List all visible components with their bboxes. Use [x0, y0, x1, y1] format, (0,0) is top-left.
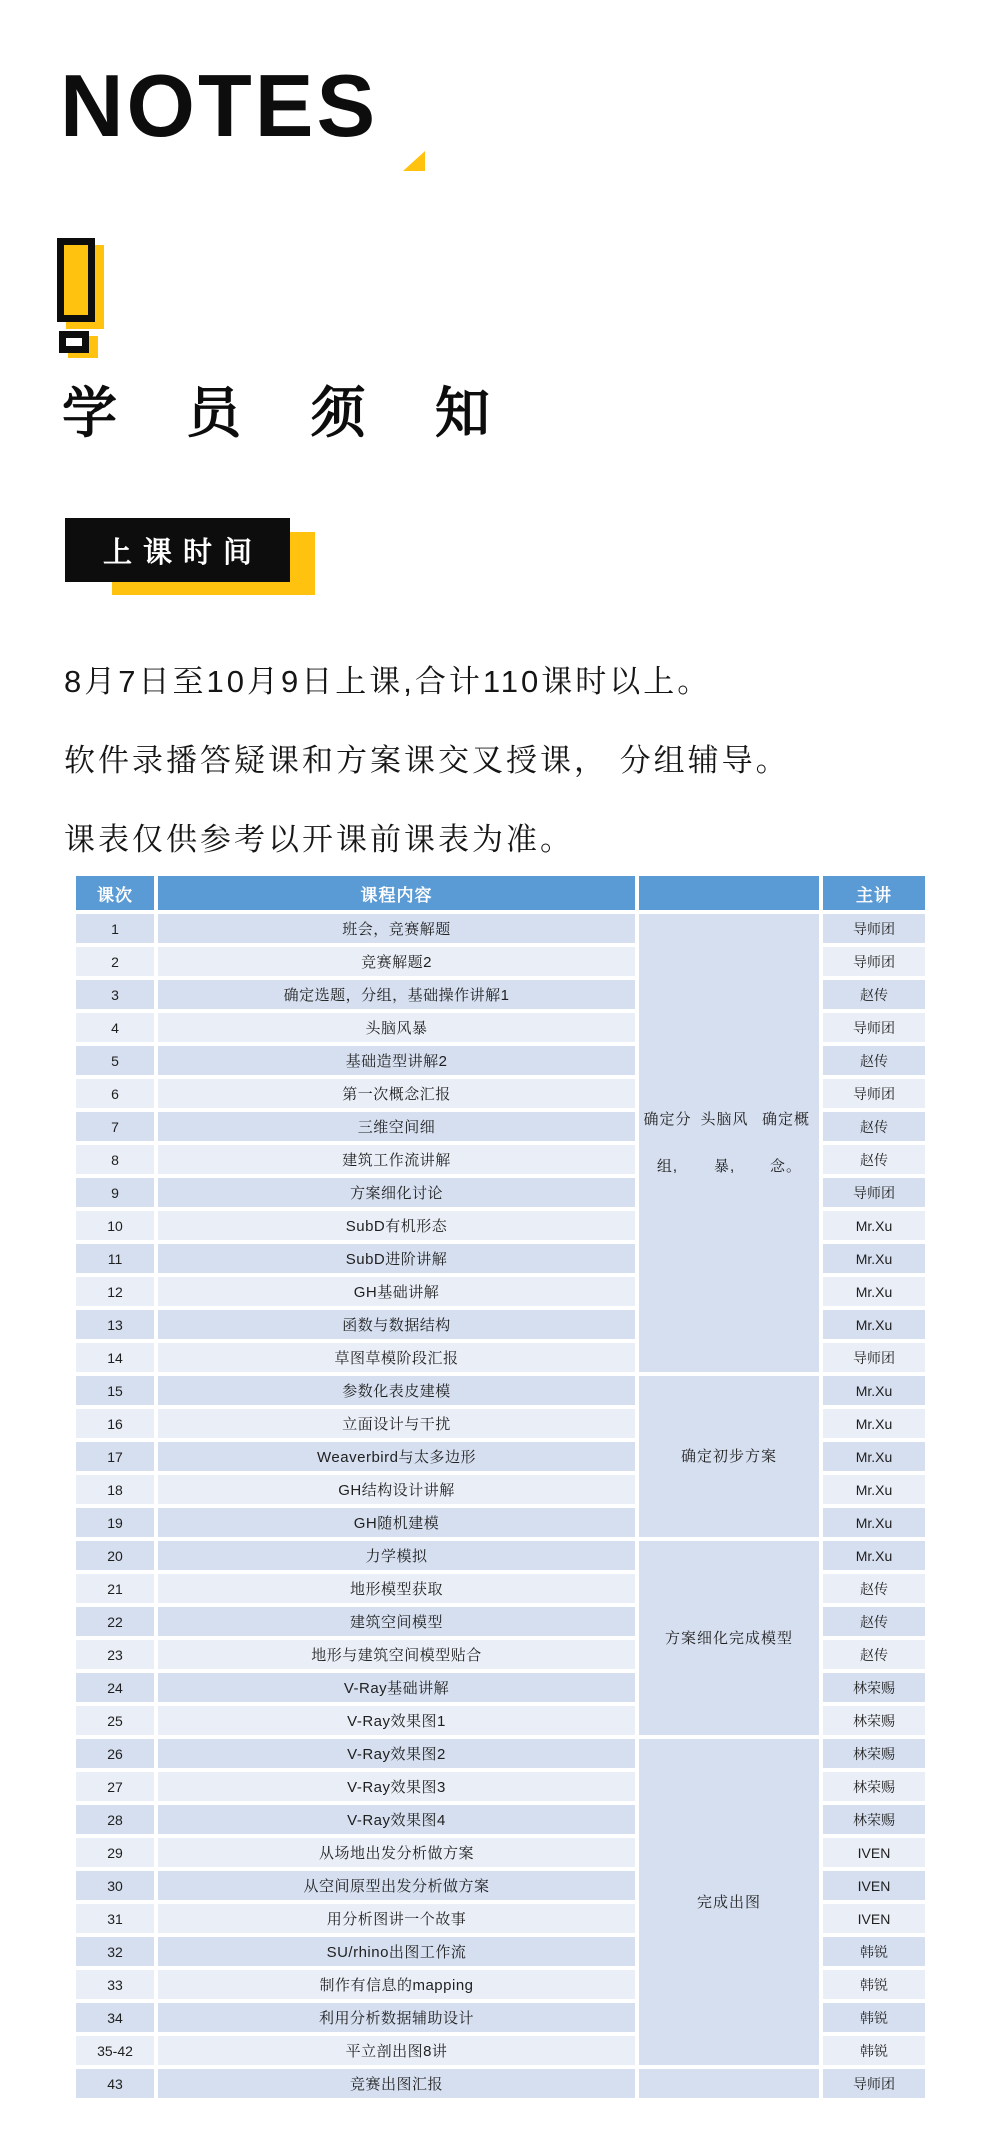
lesson-cell: 8 — [76, 1145, 154, 1174]
phase-cell: 确定分组, 头脑风暴, 确定概念。 — [639, 914, 819, 1372]
lesson-cell: 30 — [76, 1871, 154, 1900]
lecturer-cell: Mr.Xu — [823, 1244, 925, 1273]
content-cell: 确定选题，分组，基础操作讲解1 — [158, 980, 635, 1009]
lecturer-cell: Mr.Xu — [823, 1211, 925, 1240]
content-cell: V-Ray效果图3 — [158, 1772, 635, 1801]
lecturer-cell: 韩锐 — [823, 1937, 925, 1966]
lecturer-cell: 导师团 — [823, 1178, 925, 1207]
content-cell: V-Ray基础讲解 — [158, 1673, 635, 1702]
lecturer-cell: IVEN — [823, 1871, 925, 1900]
content-cell: 力学模拟 — [158, 1541, 635, 1570]
lecturer-cell: 导师团 — [823, 1013, 925, 1042]
content-cell: 草图草模阶段汇报 — [158, 1343, 635, 1372]
phase-cell: 确定初步方案 — [639, 1376, 819, 1537]
content-cell: GH结构设计讲解 — [158, 1475, 635, 1504]
lesson-cell: 32 — [76, 1937, 154, 1966]
lecturer-cell: IVEN — [823, 1904, 925, 1933]
lesson-cell: 20 — [76, 1541, 154, 1570]
intro-line-1: 8月7日至10月9日上课,合计110课时以上。 — [64, 664, 712, 699]
lecturer-cell: 林荣赐 — [823, 1739, 925, 1768]
lecturer-cell: 林荣赐 — [823, 1673, 925, 1702]
lesson-cell: 21 — [76, 1574, 154, 1603]
lecturer-cell: Mr.Xu — [823, 1508, 925, 1537]
lecturer-cell: 赵传 — [823, 1574, 925, 1603]
class-time-badge — [65, 518, 290, 582]
content-cell: 竞赛出图汇报 — [158, 2069, 635, 2098]
lesson-cell: 14 — [76, 1343, 154, 1372]
content-cell: V-Ray效果图1 — [158, 1706, 635, 1735]
lesson-cell: 3 — [76, 980, 154, 1009]
lecturer-cell: 导师团 — [823, 947, 925, 976]
lecturer-cell: 林荣赐 — [823, 1706, 925, 1735]
lesson-cell: 1 — [76, 914, 154, 943]
phase-cell: 完成出图 — [639, 1739, 819, 2065]
lesson-cell: 7 — [76, 1112, 154, 1141]
lesson-cell: 19 — [76, 1508, 154, 1537]
lesson-cell: 31 — [76, 1904, 154, 1933]
content-cell: 方案细化讨论 — [158, 1178, 635, 1207]
header-lecturer: 主讲 — [823, 876, 925, 910]
page-title: NOTES — [60, 56, 379, 155]
content-cell: 建筑空间模型 — [158, 1607, 635, 1636]
lecturer-cell: 导师团 — [823, 2069, 925, 2098]
lesson-cell: 18 — [76, 1475, 154, 1504]
lesson-cell: 22 — [76, 1607, 154, 1636]
intro-line-2: 软件录播答疑课和方案课交叉授课， 分组辅导。 — [64, 743, 790, 778]
lesson-cell: 28 — [76, 1805, 154, 1834]
content-cell: V-Ray效果图4 — [158, 1805, 635, 1834]
content-cell: 用分析图讲一个故事 — [158, 1904, 635, 1933]
content-cell: 三维空间细 — [158, 1112, 635, 1141]
lecturer-cell: Mr.Xu — [823, 1442, 925, 1471]
content-cell: 地形与建筑空间模型贴合 — [158, 1640, 635, 1669]
lecturer-cell: 赵传 — [823, 1640, 925, 1669]
phase-cell: 方案细化 完成模型 — [639, 1541, 819, 1735]
content-cell: 参数化表皮建模 — [158, 1376, 635, 1405]
header-lesson: 课次 — [76, 876, 154, 910]
content-cell: SubD进阶讲解 — [158, 1244, 635, 1273]
intro-paragraphs — [64, 664, 964, 901]
lesson-cell: 2 — [76, 947, 154, 976]
lesson-cell: 12 — [76, 1277, 154, 1306]
content-cell: GH基础讲解 — [158, 1277, 635, 1306]
lecturer-cell: 导师团 — [823, 1343, 925, 1372]
content-cell: 班会，竞赛解题 — [158, 914, 635, 943]
content-cell: 头脑风暴 — [158, 1013, 635, 1042]
lesson-cell: 35-42 — [76, 2036, 154, 2065]
lecturer-cell: 林荣赐 — [823, 1805, 925, 1834]
lecturer-cell: Mr.Xu — [823, 1310, 925, 1339]
content-cell: 竞赛解题2 — [158, 947, 635, 976]
lecturer-cell: 赵传 — [823, 1145, 925, 1174]
lesson-cell: 9 — [76, 1178, 154, 1207]
lesson-cell: 10 — [76, 1211, 154, 1240]
lesson-cell: 6 — [76, 1079, 154, 1108]
lesson-cell: 5 — [76, 1046, 154, 1075]
lecturer-cell: 赵传 — [823, 1112, 925, 1141]
lecturer-cell: 林荣赐 — [823, 1772, 925, 1801]
lecturer-cell: 韩锐 — [823, 1970, 925, 1999]
content-cell: 制作有信息的mapping — [158, 1970, 635, 1999]
lecturer-cell: 韩锐 — [823, 2036, 925, 2065]
lesson-cell: 29 — [76, 1838, 154, 1867]
content-cell: SU/rhino出图工作流 — [158, 1937, 635, 1966]
content-cell: 地形模型获取 — [158, 1574, 635, 1603]
lecturer-cell: 赵传 — [823, 980, 925, 1009]
content-cell: 基础造型讲解2 — [158, 1046, 635, 1075]
content-cell: SubD有机形态 — [158, 1211, 635, 1240]
lesson-cell: 33 — [76, 1970, 154, 1999]
content-cell: 建筑工作流讲解 — [158, 1145, 635, 1174]
lecturer-cell: IVEN — [823, 1838, 925, 1867]
content-cell: GH随机建模 — [158, 1508, 635, 1537]
exclamation-dot-icon — [59, 331, 89, 353]
header-content: 课程内容 — [158, 876, 635, 910]
lesson-cell: 27 — [76, 1772, 154, 1801]
lecturer-cell: 韩锐 — [823, 2003, 925, 2032]
phase-cell — [639, 2069, 819, 2098]
lecturer-cell: Mr.Xu — [823, 1475, 925, 1504]
lesson-cell: 13 — [76, 1310, 154, 1339]
content-cell: V-Ray效果图2 — [158, 1739, 635, 1768]
content-cell: 立面设计与干扰 — [158, 1409, 635, 1438]
lesson-cell: 4 — [76, 1013, 154, 1042]
content-cell: 利用分析数据辅助设计 — [158, 2003, 635, 2032]
lesson-cell: 43 — [76, 2069, 154, 2098]
badge-label: 上课时间 — [102, 536, 263, 569]
header-phase — [639, 876, 819, 910]
lesson-cell: 25 — [76, 1706, 154, 1735]
content-cell: Weaverbird与太多边形 — [158, 1442, 635, 1471]
content-cell: 从空间原型出发分析做方案 — [158, 1871, 635, 1900]
lecturer-cell: 导师团 — [823, 1079, 925, 1108]
content-cell: 平立剖出图8讲 — [158, 2036, 635, 2065]
lecturer-cell: Mr.Xu — [823, 1376, 925, 1405]
lesson-cell: 23 — [76, 1640, 154, 1669]
lecturer-cell: Mr.Xu — [823, 1541, 925, 1570]
lecturer-cell: 赵传 — [823, 1607, 925, 1636]
content-cell: 第一次概念汇报 — [158, 1079, 635, 1108]
lesson-cell: 11 — [76, 1244, 154, 1273]
exclamation-icon — [57, 238, 95, 322]
lesson-cell: 15 — [76, 1376, 154, 1405]
lesson-cell: 26 — [76, 1739, 154, 1768]
badge-black-box — [65, 518, 290, 582]
lesson-cell: 16 — [76, 1409, 154, 1438]
intro-line-3: 课表仅供参考以开课前课表为准。 — [64, 822, 574, 857]
lesson-cell: 24 — [76, 1673, 154, 1702]
lecturer-cell: Mr.Xu — [823, 1409, 925, 1438]
lesson-cell: 34 — [76, 2003, 154, 2032]
page-subtitle: 学 员 须 知 — [62, 382, 517, 444]
content-cell: 函数与数据结构 — [158, 1310, 635, 1339]
content-cell: 从场地出发分析做方案 — [158, 1838, 635, 1867]
title-triangle-icon — [403, 151, 425, 171]
schedule-table — [76, 876, 925, 2098]
lecturer-cell: 导师团 — [823, 914, 925, 943]
lecturer-cell: Mr.Xu — [823, 1277, 925, 1306]
lesson-cell: 17 — [76, 1442, 154, 1471]
lecturer-cell: 赵传 — [823, 1046, 925, 1075]
